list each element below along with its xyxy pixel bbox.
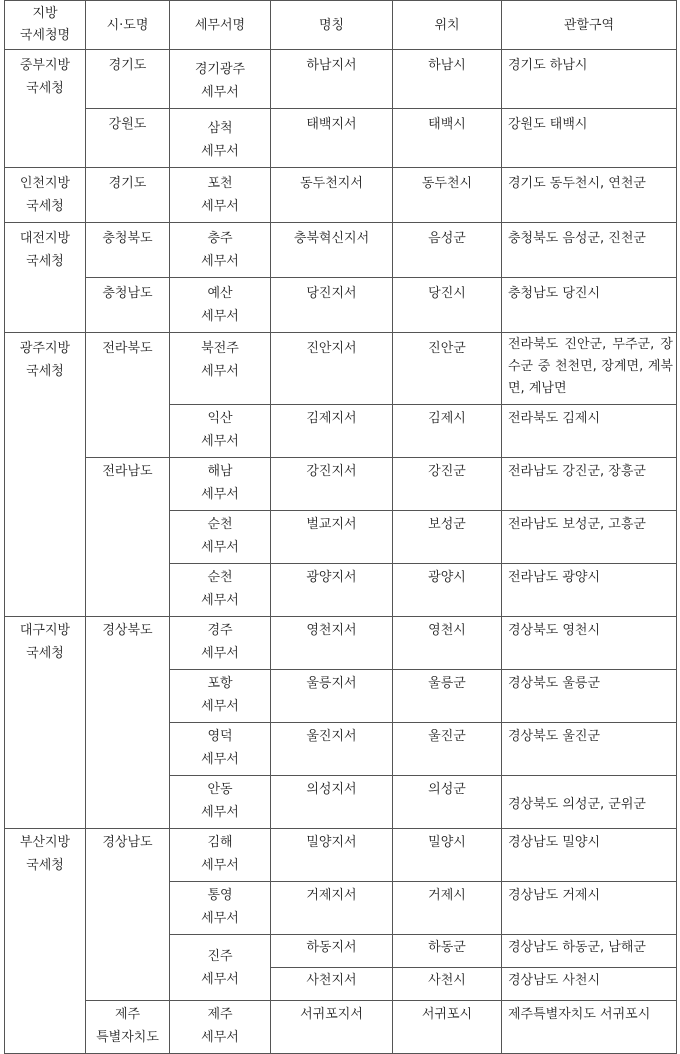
- jurisdiction-cell: 전라남도 광양시: [502, 564, 677, 617]
- office-cell: 북전주 세무서: [170, 333, 271, 405]
- header-region-office: 지방 국세청명: [5, 1, 86, 50]
- jurisdiction-cell: 제주특별자치도 서귀포시: [502, 1001, 677, 1054]
- office-cell: 경기광주 세무서: [170, 50, 271, 109]
- location-cell: 영천시: [393, 617, 502, 670]
- jurisdiction-cell: 경상남도 하동군, 남해군: [502, 935, 677, 968]
- region-cell: 광주지방 국세청: [5, 333, 86, 617]
- province-cell: 충청남도: [86, 278, 170, 333]
- header-name: 명칭: [271, 1, 393, 50]
- office-cell: 삼척 세무서: [170, 109, 271, 168]
- branch-name-cell: 동두천지서: [271, 168, 393, 223]
- location-cell: 태백시: [393, 109, 502, 168]
- office-cell: 김해 세무서: [170, 829, 271, 882]
- province-cell: 충청북도: [86, 223, 170, 278]
- location-cell: 의성군: [393, 776, 502, 829]
- office-cell: 예산 세무서: [170, 278, 271, 333]
- location-cell: 거제시: [393, 882, 502, 935]
- table-row: [5, 333, 677, 405]
- location-cell: 강진군: [393, 458, 502, 511]
- location-cell: 음성군: [393, 223, 502, 278]
- location-cell: 울릉군: [393, 670, 502, 723]
- table-row: [5, 1001, 677, 1054]
- header-location: 위치: [393, 1, 502, 50]
- table-row: [5, 50, 677, 109]
- branch-name-cell: 사천지서: [271, 968, 393, 1001]
- jurisdiction-cell: 경기도 하남시: [502, 50, 677, 109]
- jurisdiction-cell: 경상남도 거제시: [502, 882, 677, 935]
- branch-name-cell: 벌교지서: [271, 511, 393, 564]
- jurisdiction-cell: 경상북도 영천시: [502, 617, 677, 670]
- branch-name-cell: 광양지서: [271, 564, 393, 617]
- table-row: [5, 458, 677, 511]
- branch-name-cell: 진안지서: [271, 333, 393, 405]
- table-row: [5, 223, 677, 278]
- table-row: [5, 617, 677, 670]
- jurisdiction-cell: 경상북도 울진군: [502, 723, 677, 776]
- header-province: 시·도명: [86, 1, 170, 50]
- office-cell: 통영 세무서: [170, 882, 271, 935]
- jurisdiction-cell: 경상북도 의성군, 군위군: [502, 776, 677, 829]
- province-cell: 경기도: [86, 168, 170, 223]
- jurisdiction-cell: 경상남도 밀양시: [502, 829, 677, 882]
- province-cell: 전라남도: [86, 458, 170, 617]
- branch-name-cell: 영천지서: [271, 617, 393, 670]
- office-cell: 포항 세무서: [170, 670, 271, 723]
- branch-name-cell: 충북혁신지서: [271, 223, 393, 278]
- location-cell: 광양시: [393, 564, 502, 617]
- branch-name-cell: 울진지서: [271, 723, 393, 776]
- region-cell: 인천지방 국세청: [5, 168, 86, 223]
- jurisdiction-cell: 강원도 태백시: [502, 109, 677, 168]
- location-cell: 김제시: [393, 405, 502, 458]
- province-cell: 경기도: [86, 50, 170, 109]
- province-cell: 전라북도: [86, 333, 170, 458]
- branch-name-cell: 울릉지서: [271, 670, 393, 723]
- office-cell: 진주 세무서: [170, 935, 271, 1001]
- location-cell: 진안군: [393, 333, 502, 405]
- office-cell: 익산 세무서: [170, 405, 271, 458]
- table-row: [5, 168, 677, 223]
- table-row: [5, 278, 677, 333]
- location-cell: 사천시: [393, 968, 502, 1001]
- branch-name-cell: 태백지서: [271, 109, 393, 168]
- branch-name-cell: 당진지서: [271, 278, 393, 333]
- jurisdiction-cell: 전라북도 김제시: [502, 405, 677, 458]
- location-cell: 하동군: [393, 935, 502, 968]
- jurisdiction-cell: 경상북도 울릉군: [502, 670, 677, 723]
- province-cell: 강원도: [86, 109, 170, 168]
- jurisdiction-cell: 경상남도 사천시: [502, 968, 677, 1001]
- jurisdiction-cell: 전라남도 보성군, 고흥군: [502, 511, 677, 564]
- header-tax-office: 세무서명: [170, 1, 271, 50]
- region-cell: 부산지방 국세청: [5, 829, 86, 1054]
- province-cell: 경상남도: [86, 829, 170, 1001]
- office-cell: 포천 세무서: [170, 168, 271, 223]
- office-cell: 해남 세무서: [170, 458, 271, 511]
- location-cell: 당진시: [393, 278, 502, 333]
- jurisdiction-cell: 전라북도 진안군, 무주군, 장수군 중 천천면, 장계면, 계북면, 계남면: [502, 333, 677, 405]
- header-row: [5, 1, 677, 50]
- location-cell: 보성군: [393, 511, 502, 564]
- branch-name-cell: 서귀포지서: [271, 1001, 393, 1054]
- office-cell: 제주 세무서: [170, 1001, 271, 1054]
- location-cell: 서귀포시: [393, 1001, 502, 1054]
- branch-name-cell: 의성지서: [271, 776, 393, 829]
- branch-office-table: [4, 0, 677, 1054]
- jurisdiction-cell: 전라남도 강진군, 장흥군: [502, 458, 677, 511]
- region-cell: 대구지방 국세청: [5, 617, 86, 829]
- location-cell: 하남시: [393, 50, 502, 109]
- branch-name-cell: 하동지서: [271, 935, 393, 968]
- location-cell: 밀양시: [393, 829, 502, 882]
- table-row: [5, 829, 677, 882]
- jurisdiction-cell: 충청남도 당진시: [502, 278, 677, 333]
- region-cell: 중부지방 국세청: [5, 50, 86, 168]
- office-cell: 순천 세무서: [170, 511, 271, 564]
- region-cell: 대전지방 국세청: [5, 223, 86, 333]
- location-cell: 울진군: [393, 723, 502, 776]
- office-cell: 충주 세무서: [170, 223, 271, 278]
- header-jurisdiction: 관할구역: [502, 1, 677, 50]
- branch-name-cell: 밀양지서: [271, 829, 393, 882]
- office-cell: 영덕 세무서: [170, 723, 271, 776]
- branch-name-cell: 강진지서: [271, 458, 393, 511]
- branch-name-cell: 하남지서: [271, 50, 393, 109]
- table-row: [5, 109, 677, 168]
- office-cell: 순천 세무서: [170, 564, 271, 617]
- province-cell: 경상북도: [86, 617, 170, 829]
- jurisdiction-cell: 경기도 동두천시, 연천군: [502, 168, 677, 223]
- office-cell: 경주 세무서: [170, 617, 271, 670]
- location-cell: 동두천시: [393, 168, 502, 223]
- tax-office-branch-table-document: [4, 0, 677, 1054]
- province-cell: 제주 특별자치도: [86, 1001, 170, 1054]
- office-cell: 안동 세무서: [170, 776, 271, 829]
- jurisdiction-cell: 충청북도 음성군, 진천군: [502, 223, 677, 278]
- branch-name-cell: 김제지서: [271, 405, 393, 458]
- branch-name-cell: 거제지서: [271, 882, 393, 935]
